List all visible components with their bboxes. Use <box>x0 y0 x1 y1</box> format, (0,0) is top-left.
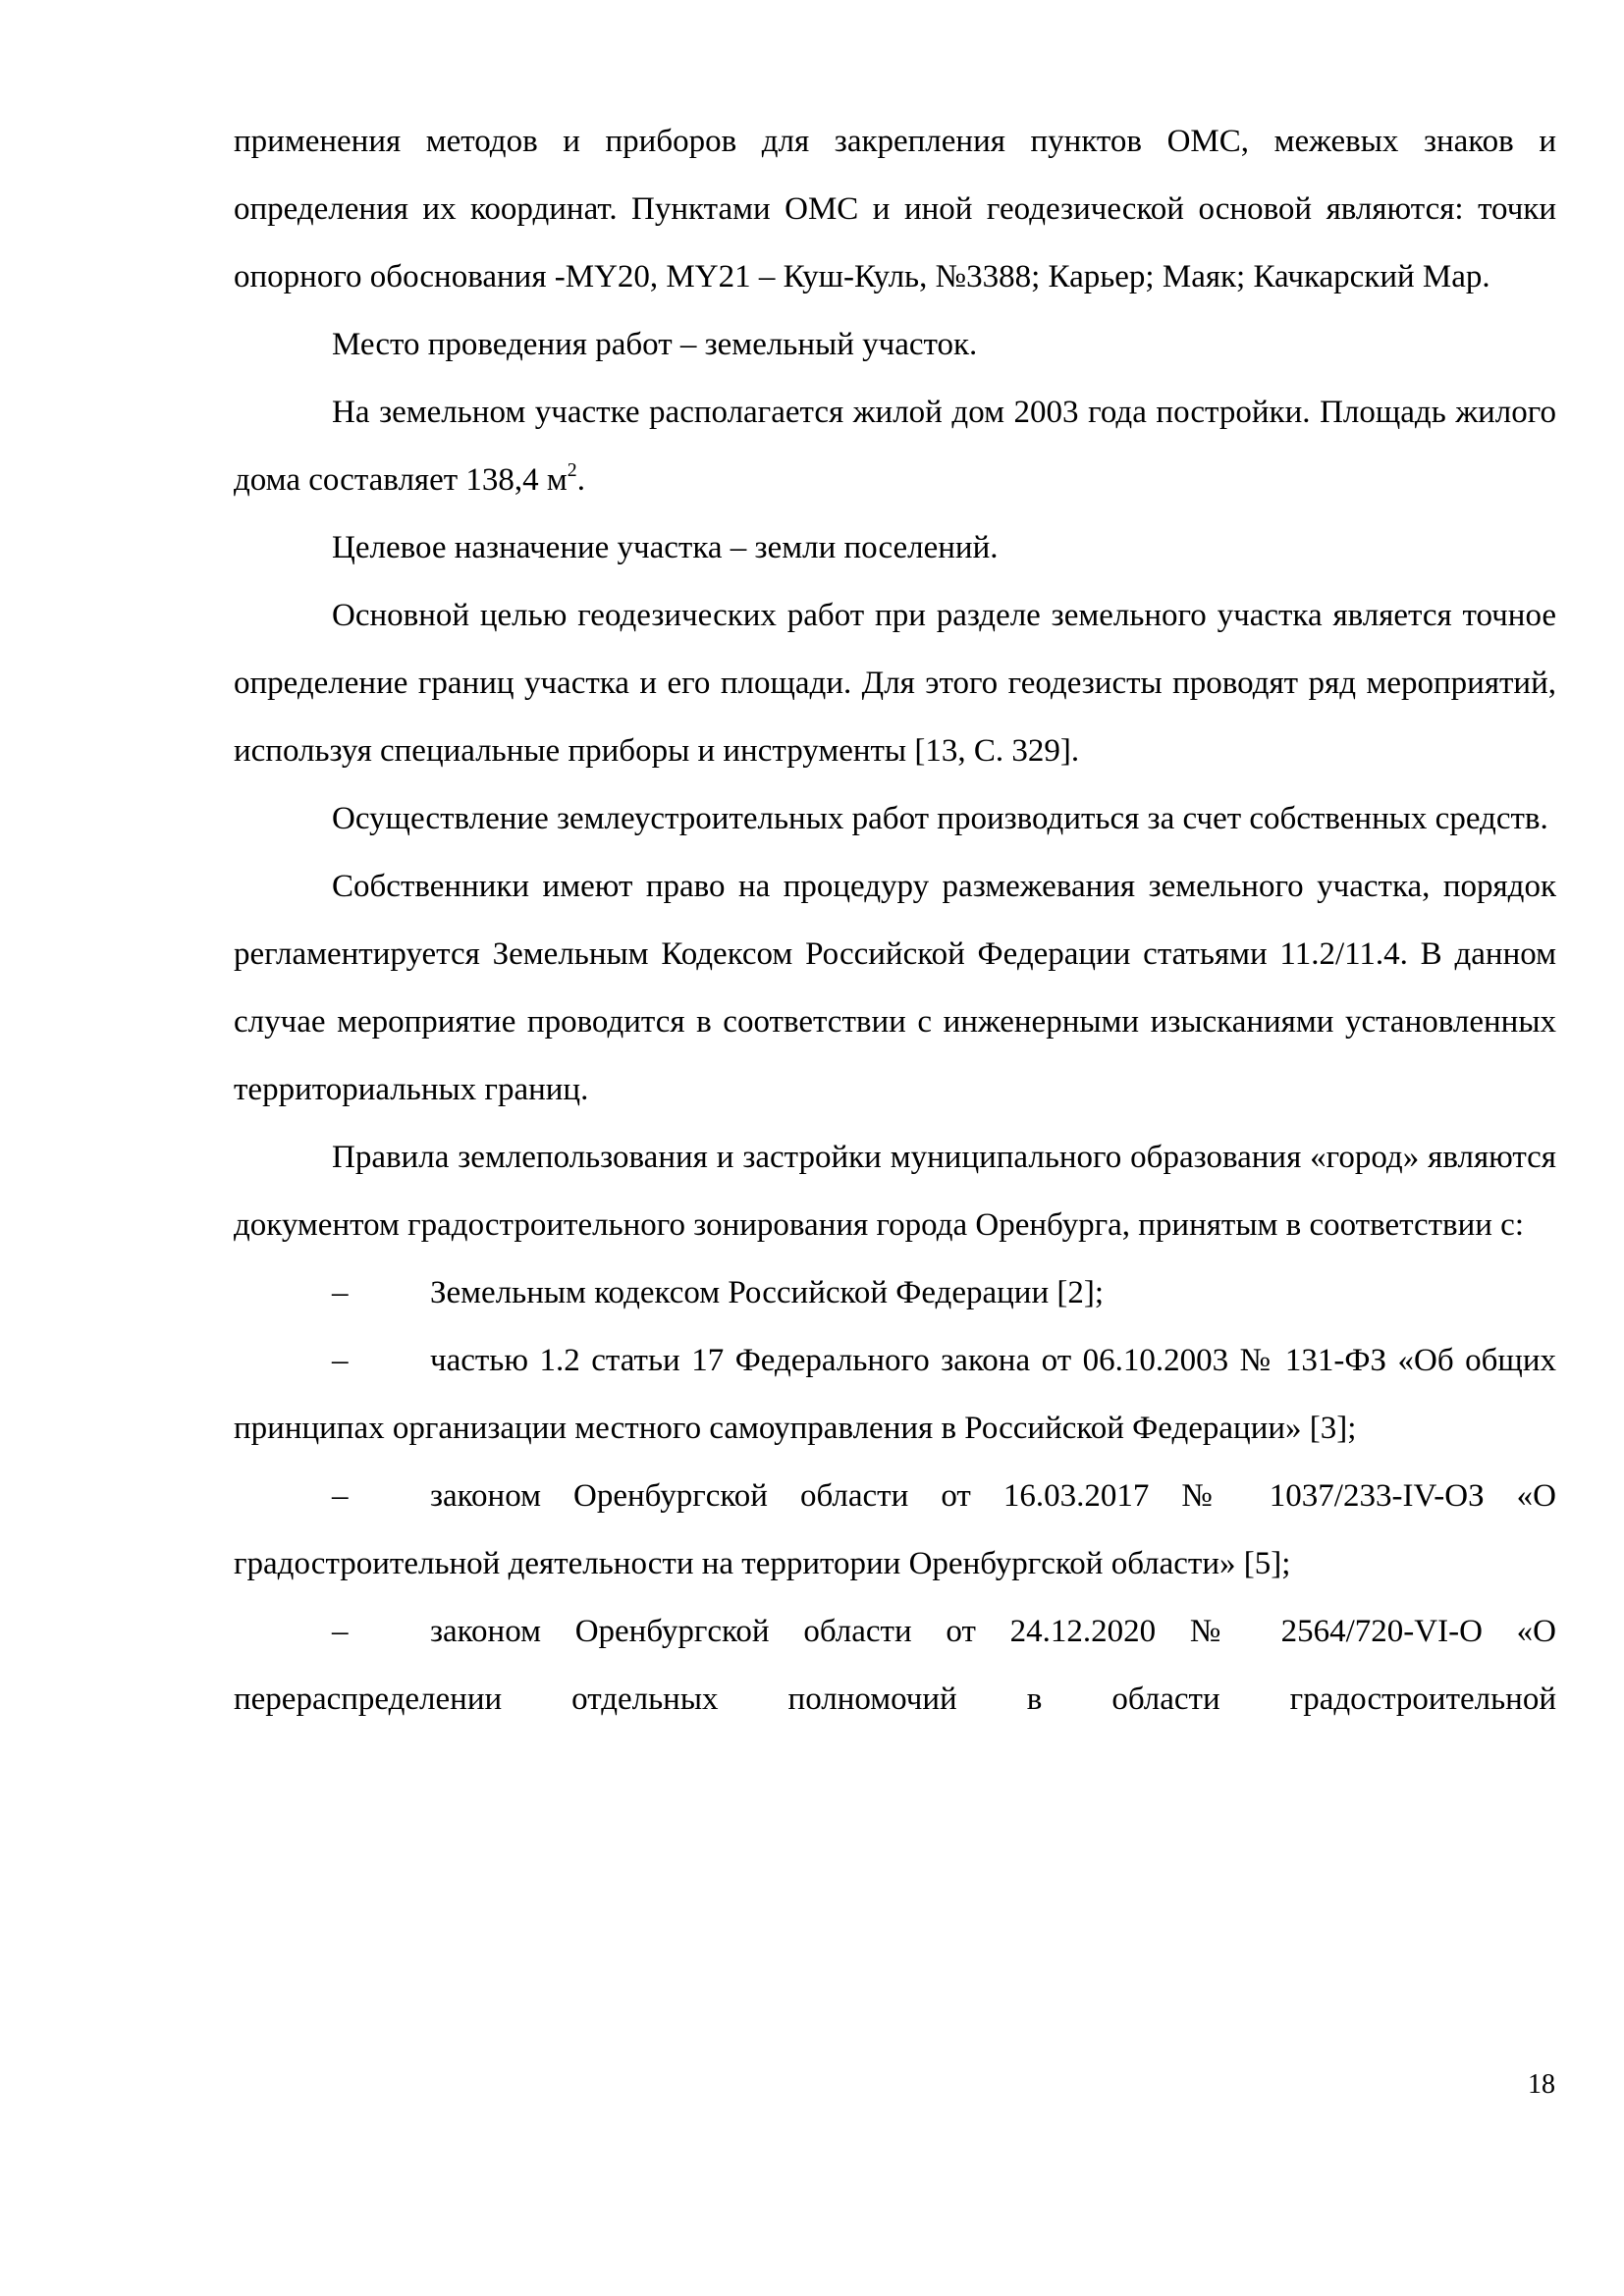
document-page <box>234 108 1556 1734</box>
paragraph: применения методов и приборов для закрепления пунктов ОМС, межевых знаков и определения их координат. Пунктами ОМС и иной геодезической основой являются: точки опорного обоснования -MY20, MY21 – Куш-Куль, №3388; Карьер; Маяк; Качкарский Мар. <box>234 124 1556 294</box>
paragraph: Основной целью геодезических работ при разделе земельного участка является точное определение границ участка и его площади. Для этого геодезисты проводят ряд мероприятий, используя специальные приборы и инструменты [13, С. 329]. <box>234 598 1556 769</box>
paragraph: Осуществление землеустроительных работ производиться за счет собственных средств. <box>332 801 1548 836</box>
list-item <box>234 1259 1556 1327</box>
list-item-text: законом Оренбургской области от 16.03.2017 № 1037/233-IV-ОЗ «О градостроительной деятельности на территории Оренбургской области» [5]; <box>234 1478 1556 1581</box>
paragraph: Правила землепользования и застройки муниципального образования «город» являются документом градостроительного зонирования города Оренбурга, принятым в соответствии с: <box>234 1140 1556 1243</box>
page-number: 18 <box>1528 2069 1555 2100</box>
list-item <box>234 1598 1556 1734</box>
paragraph: Целевое назначение участка – земли поселений. <box>332 530 999 565</box>
list-item-text: Земельным кодексом Российской Федерации [2]; <box>430 1275 1105 1310</box>
dash-bullet: – <box>332 1275 349 1310</box>
list-item <box>234 1327 1556 1463</box>
paragraph: Место проведения работ – земельный участок. <box>332 327 978 362</box>
paragraph-text: . <box>576 462 585 498</box>
paragraph: Собственники имеют право на процедуру размежевания земельного участка, порядок регламентируется Земельным Кодексом Российской Федерации статьями 11.2/11.4. В данном случае мероприятие проводится в соответствии с инженерными изысканиями установленных территориальных границ. <box>234 869 1556 1107</box>
dash-bullet: – <box>332 1343 349 1378</box>
paragraph-text: На земельном участке располагается жилой дом 2003 года постройки. Площадь жилого дома составляет 138,4 м <box>234 395 1556 498</box>
list-item <box>234 1463 1556 1598</box>
superscript: 2 <box>567 459 577 482</box>
dash-bullet: – <box>332 1478 349 1514</box>
list-item-text: частью 1.2 статьи 17 Федерального закона от 06.10.2003 № 131-ФЗ «Об общих принципах организации местного самоуправления в Российской Федерации» [3]; <box>234 1343 1556 1446</box>
paragraph <box>234 379 1556 514</box>
list-item-text: законом Оренбургской области от 24.12.2020 № 2564/720-VI-О «О перераспределении отдельных полномочий в области градостроительной <box>234 1614 1556 1717</box>
dash-bullet: – <box>332 1614 349 1649</box>
